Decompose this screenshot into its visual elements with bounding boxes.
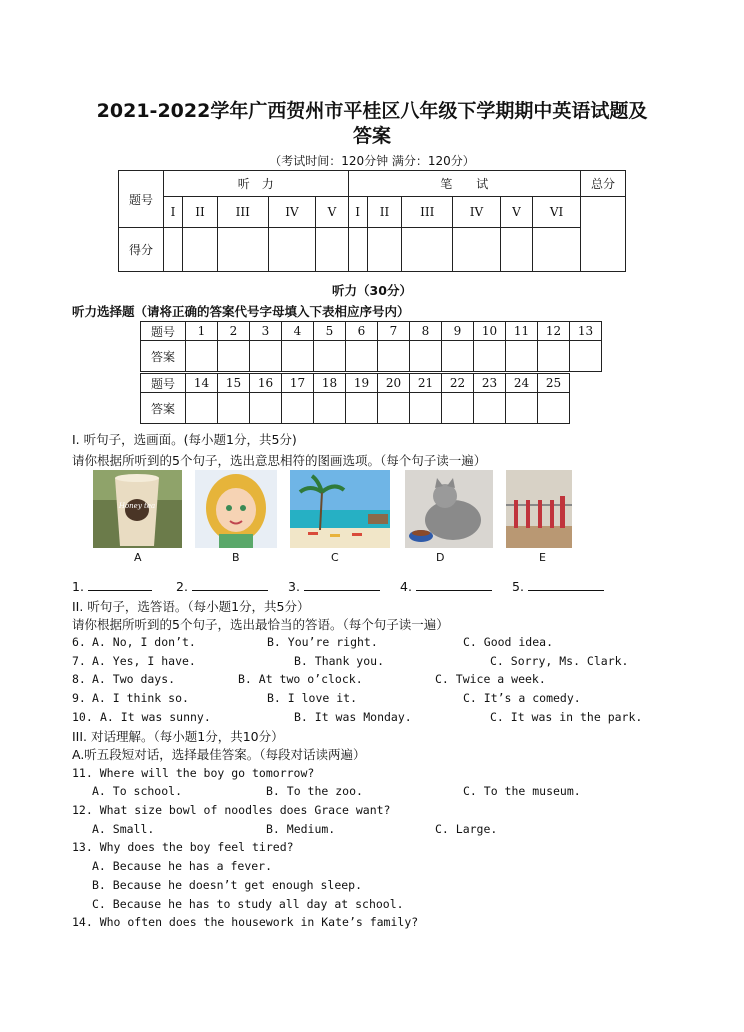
score-listening-header: 听 力	[164, 171, 349, 197]
answer-blank-cell	[538, 393, 570, 424]
answer-blank-cell	[410, 393, 442, 424]
q6-option-a: A. No, I don’t.	[92, 635, 196, 649]
answer-instruction: 听力选择题（请将正确的答案代号字母填入下表相应序号内）	[72, 304, 410, 319]
blank-line	[192, 590, 268, 591]
q7-option-c: C. Sorry, Ms. Clark.	[490, 654, 629, 668]
score-cell	[533, 228, 581, 272]
answer-number-cell: 18	[314, 374, 346, 393]
q8-option-b: B. At two o’clock.	[238, 672, 363, 686]
q12-option-c: C. Large.	[435, 822, 498, 836]
answer-blank-cell	[506, 393, 538, 424]
q12-option-a: A. Small.	[92, 822, 155, 836]
cup-text: Honey tea	[118, 502, 156, 510]
answer-blank-cell	[314, 393, 346, 424]
score-col: I	[348, 197, 367, 228]
answer-blank-cell	[538, 341, 570, 372]
picture-d-label: D	[436, 551, 445, 564]
answer-number-cell: 3	[250, 322, 282, 341]
score-col: III	[217, 197, 268, 228]
section-listening: 听力（30分）	[332, 283, 412, 298]
score-writing-header: 笔 试	[348, 171, 580, 197]
answer-number-cell: 12	[538, 322, 570, 341]
blank-line	[304, 590, 380, 591]
score-cell	[316, 228, 348, 272]
q10-option-a: A. It was sunny.	[100, 710, 211, 724]
blank-number: 1.	[72, 579, 84, 594]
answer-blank-cell	[474, 393, 506, 424]
score-total-header: 总分	[581, 171, 626, 197]
blank-line	[88, 590, 152, 591]
picture-e-label: E	[539, 551, 546, 564]
q8-num: 8.	[72, 672, 86, 686]
q10-num: 10.	[72, 710, 93, 724]
blank-3	[288, 579, 380, 594]
answer-number-cell: 2	[218, 322, 250, 341]
title-line-2: 答案	[352, 125, 391, 147]
blank-number: 3.	[288, 579, 300, 594]
score-cell	[183, 228, 218, 272]
q7-num: 7.	[72, 654, 86, 668]
score-cell	[367, 228, 402, 272]
answer-blank-cell	[186, 393, 218, 424]
blank-1	[72, 579, 152, 594]
score-col: I	[164, 197, 183, 228]
answer-blank-cell	[570, 341, 602, 372]
q8-option-a: A. Two days.	[92, 672, 176, 686]
score-label-defen: 得分	[119, 228, 164, 272]
score-col: II	[183, 197, 218, 228]
q7-option-b: B. Thank you.	[294, 654, 385, 668]
score-col: V	[500, 197, 532, 228]
answer-number-cell: 20	[378, 374, 410, 393]
q13-option-b: B. Because he doesn’t get enough sleep.	[92, 878, 363, 892]
answer-blank-cell	[378, 393, 410, 424]
score-cell	[453, 228, 501, 272]
q12-option-b: B. Medium.	[266, 822, 336, 836]
score-cell	[500, 228, 532, 272]
answer-blank-cell	[218, 341, 250, 372]
score-col: IV	[268, 197, 316, 228]
answer-number-cell: 10	[474, 322, 506, 341]
score-col: V	[316, 197, 348, 228]
part1-instruction: 请你根据所听到的5个句子，选出意思相符的图画选项。（每个句子读一遍）	[72, 453, 487, 468]
answer-number-cell: 15	[218, 374, 250, 393]
answer-table-1	[140, 321, 602, 372]
answer-number-cell: 13	[570, 322, 602, 341]
score-col: II	[367, 197, 402, 228]
q6-option-c: C. Good idea.	[463, 635, 554, 649]
q11-option-b: B. To the zoo.	[266, 784, 363, 798]
score-total-cell	[581, 197, 626, 272]
q13-option-a: A. Because he has a fever.	[92, 859, 273, 873]
picture-e	[506, 470, 572, 548]
q13: 13. Why does the boy feel tired?	[72, 840, 294, 854]
answer-number-cell: 6	[346, 322, 378, 341]
answer-number-cell: 23	[474, 374, 506, 393]
score-cell	[402, 228, 453, 272]
answer-number-cell: 21	[410, 374, 442, 393]
title-line-1: 2021-2022学年广西贺州市平桂区八年级下学期期中英语试题及	[96, 100, 648, 122]
answer-blank-cell	[250, 393, 282, 424]
answer-number-cell: 14	[186, 374, 218, 393]
q9-option-b: B. I love it.	[267, 691, 358, 705]
blank-5	[512, 579, 604, 594]
answer-number-cell: 9	[442, 322, 474, 341]
answer-label-daan: 答案	[141, 393, 186, 424]
picture-a	[93, 470, 182, 548]
blank-number: 5.	[512, 579, 524, 594]
answer-label-tihao: 题号	[141, 322, 186, 341]
cat-photo-icon	[405, 470, 493, 548]
q9-option-a: A. I think so.	[92, 691, 189, 705]
answer-number-cell: 7	[378, 322, 410, 341]
answer-blank-cell	[282, 341, 314, 372]
answer-blank-cell	[282, 393, 314, 424]
q6-option-b: B. You’re right.	[267, 635, 378, 649]
q10-option-c: C. It was in the park.	[490, 710, 643, 724]
q12: 12. What size bowl of noodles does Grace want?	[72, 803, 391, 817]
answer-number-cell: 25	[538, 374, 570, 393]
part3-heading: III. 对话理解。（每小题1分，共10分）	[72, 729, 284, 744]
part3-sub: A.听五段短对话，选择最佳答案。（每段对话读两遍）	[72, 747, 366, 762]
answer-number-cell: 16	[250, 374, 282, 393]
picture-a-label: A	[134, 551, 142, 564]
blank-number: 2.	[176, 579, 188, 594]
answer-number-cell: 5	[314, 322, 346, 341]
answer-number-cell: 22	[442, 374, 474, 393]
score-cell	[268, 228, 316, 272]
answer-number-cell: 24	[506, 374, 538, 393]
answer-blank-cell	[314, 341, 346, 372]
answer-number-cell: 4	[282, 322, 314, 341]
q13-option-c: C. Because he has to study all day at school.	[92, 897, 404, 911]
answer-number-cell: 17	[282, 374, 314, 393]
q14: 14. Who often does the housework in Kate’s family?	[72, 915, 419, 929]
answer-number-cell: 1	[186, 322, 218, 341]
answer-number-cell: 19	[346, 374, 378, 393]
picture-d	[405, 470, 493, 548]
exam-info: （考试时间：120分钟 满分：120分）	[269, 154, 475, 168]
part2-heading: II. 听句子，选答语。（每小题1分，共5分）	[72, 599, 310, 614]
q8-option-c: C. Twice a week.	[435, 672, 546, 686]
picture-c-label: C	[331, 551, 339, 564]
score-col: IV	[453, 197, 501, 228]
blank-4	[400, 579, 492, 594]
answer-blank-cell	[378, 341, 410, 372]
part2-instruction: 请你根据所听到的5个句子，选出最恰当的答语。（每个句子读一遍）	[72, 617, 449, 632]
blank-number: 4.	[400, 579, 412, 594]
picture-c	[290, 470, 390, 548]
answer-blank-cell	[218, 393, 250, 424]
answer-blank-cell	[442, 341, 474, 372]
q10-option-b: B. It was Monday.	[294, 710, 412, 724]
q11-option-c: C. To the museum.	[463, 784, 581, 798]
q11-option-a: A. To school.	[92, 784, 183, 798]
q6-num: 6.	[72, 635, 86, 649]
answer-blank-cell	[346, 393, 378, 424]
score-label-tihao: 题号	[119, 171, 164, 228]
score-cell	[348, 228, 367, 272]
ballet-class-icon	[506, 470, 572, 548]
answer-blank-cell	[346, 341, 378, 372]
milk-tea-cup-icon	[93, 470, 182, 548]
blank-line	[528, 590, 604, 591]
score-cell	[217, 228, 268, 272]
picture-b-label: B	[232, 551, 240, 564]
answer-blank-cell	[474, 341, 506, 372]
answer-blank-cell	[506, 341, 538, 372]
answer-number-cell: 8	[410, 322, 442, 341]
blank-2	[176, 579, 268, 594]
score-table	[118, 170, 626, 272]
answer-label-tihao: 题号	[141, 374, 186, 393]
part1-heading: I. 听句子，选画面。(每小题1分，共5分)	[72, 432, 297, 447]
answer-blank-cell	[410, 341, 442, 372]
answer-label-daan: 答案	[141, 341, 186, 372]
q7-option-a: A. Yes, I have.	[92, 654, 196, 668]
q9-option-c: C. It’s a comedy.	[463, 691, 581, 705]
blank-line	[416, 590, 492, 591]
q11: 11. Where will the boy go tomorrow?	[72, 766, 315, 780]
picture-b	[195, 470, 277, 548]
girl-cartoon-icon	[195, 470, 277, 548]
answer-blank-cell	[250, 341, 282, 372]
score-col: III	[402, 197, 453, 228]
answer-blank-cell	[442, 393, 474, 424]
q9-num: 9.	[72, 691, 86, 705]
score-cell	[164, 228, 183, 272]
answer-blank-cell	[186, 341, 218, 372]
answer-number-cell: 11	[506, 322, 538, 341]
answer-table-2	[140, 373, 570, 424]
score-col: VI	[533, 197, 581, 228]
beach-scene-icon	[290, 470, 390, 548]
